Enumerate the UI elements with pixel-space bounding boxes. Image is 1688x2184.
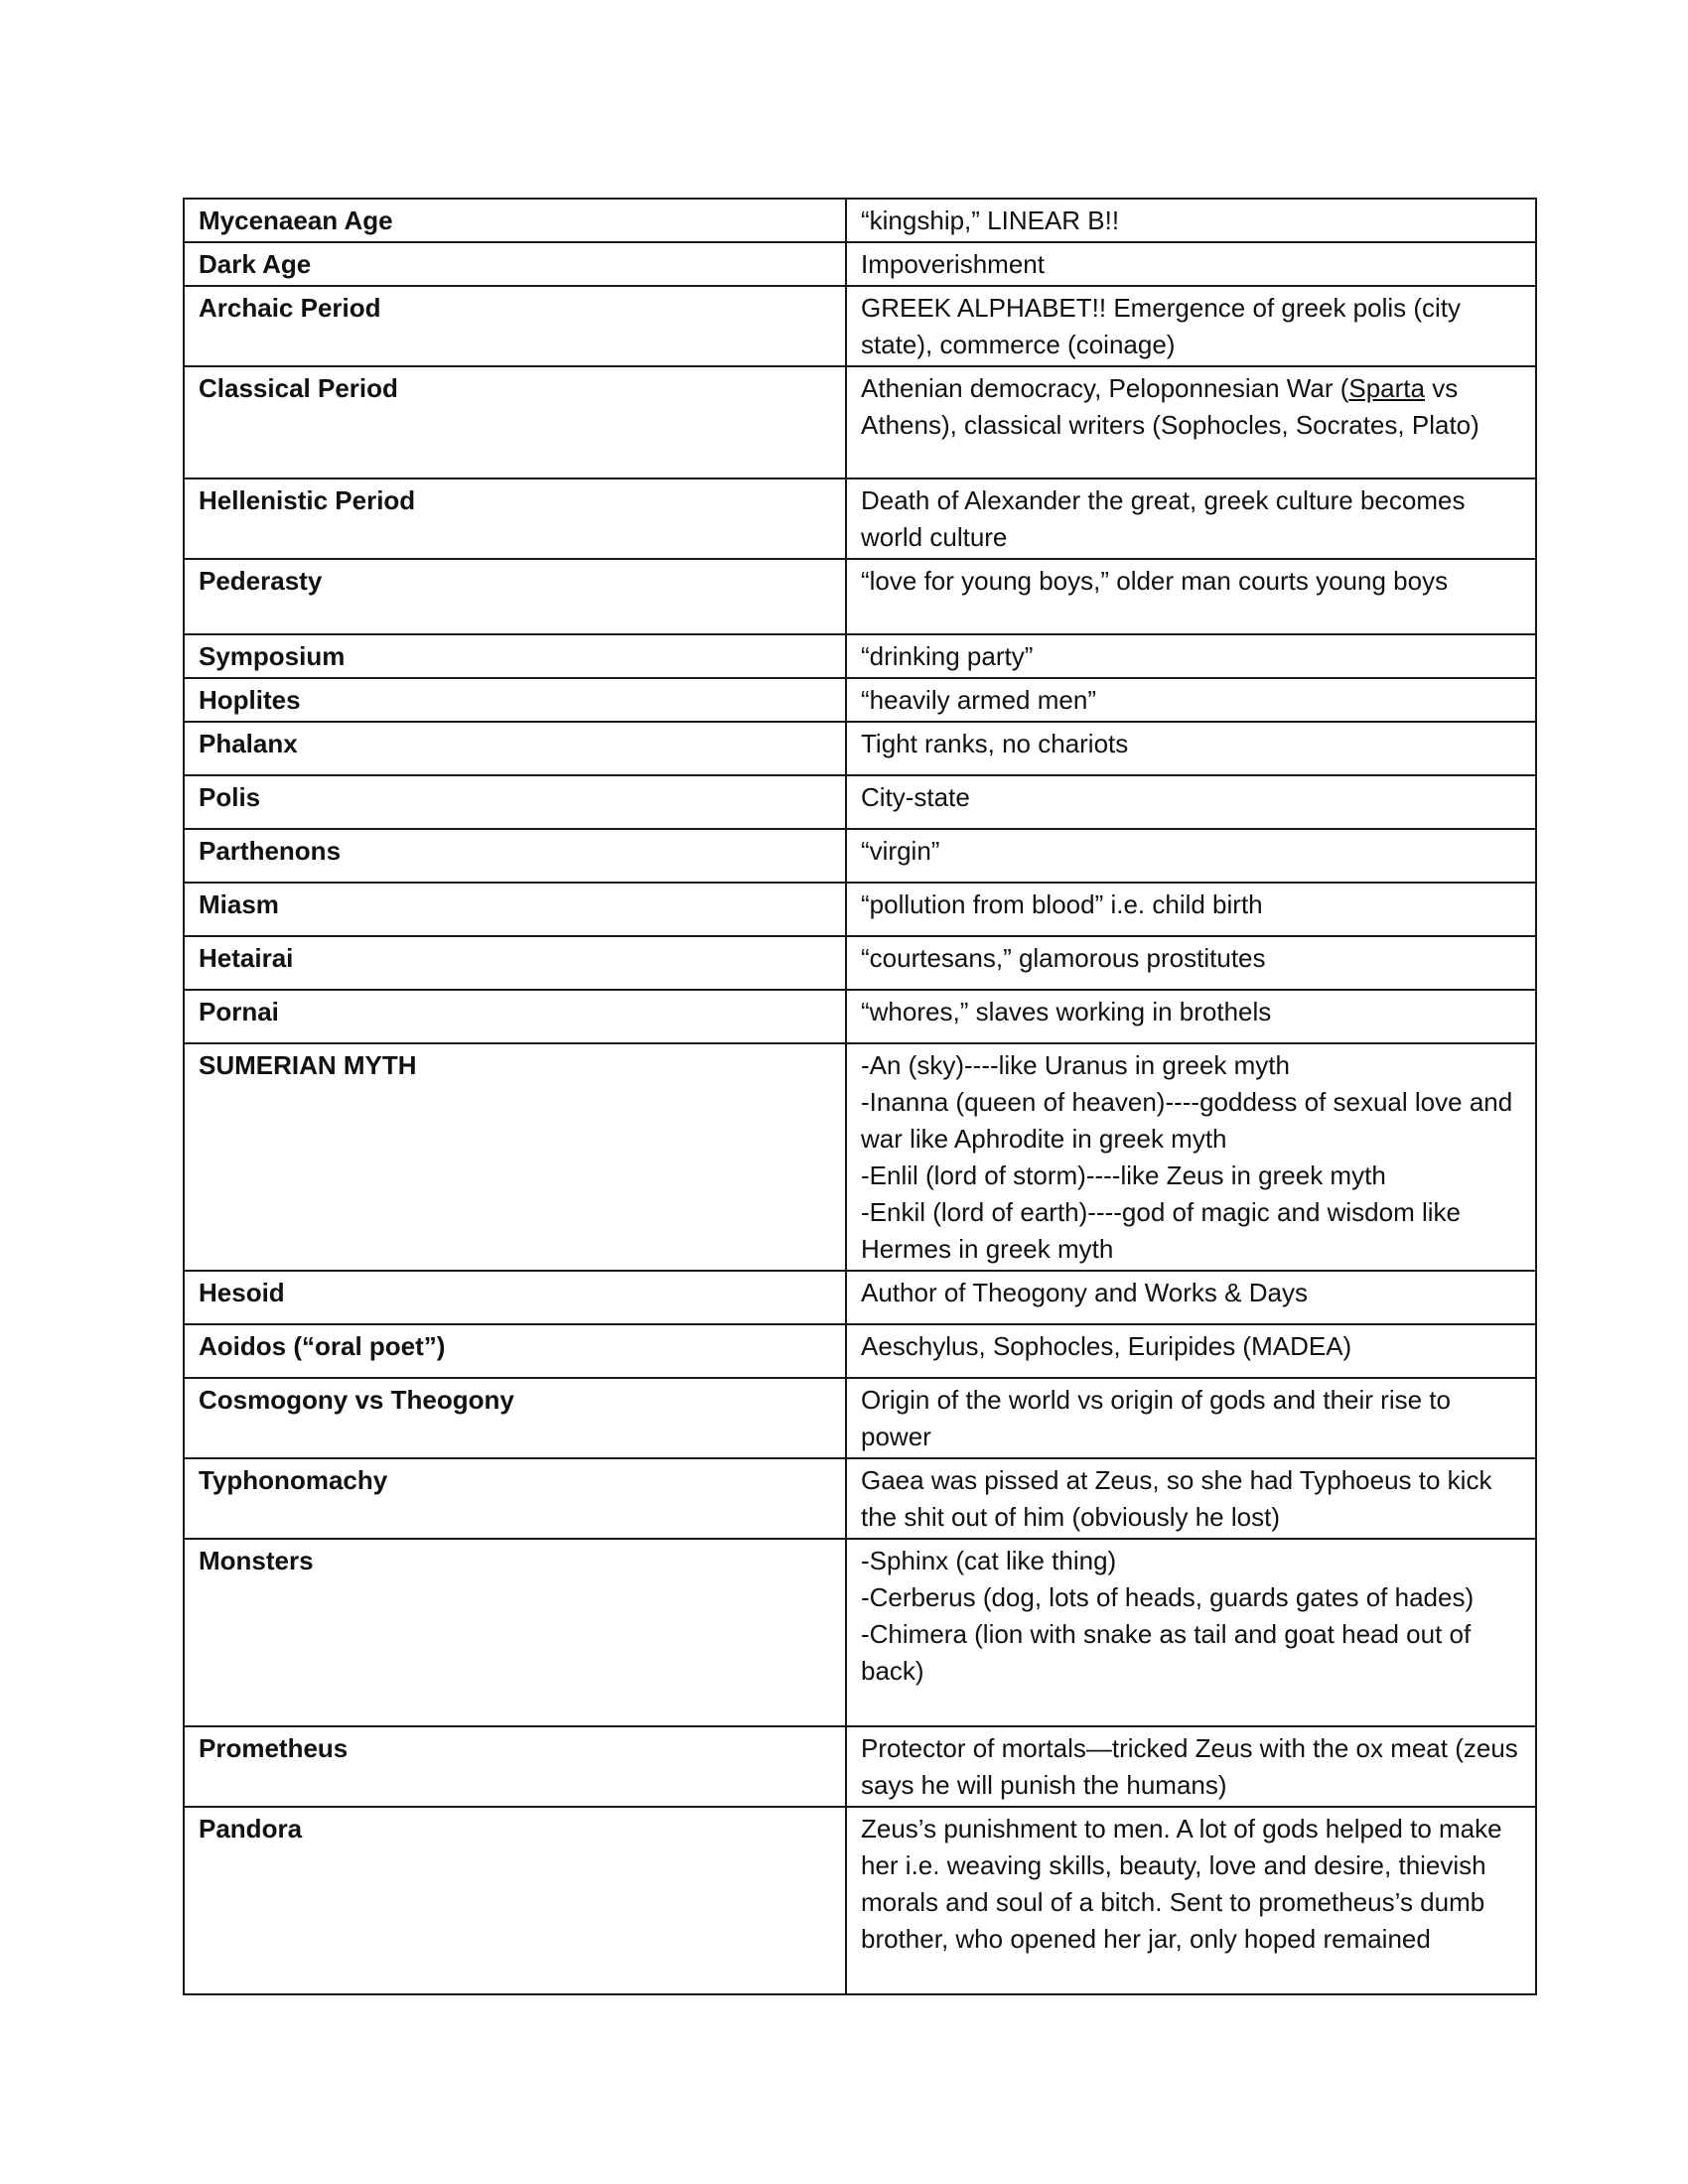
glossary-table bbox=[183, 198, 1537, 1995]
table-row bbox=[184, 1726, 1536, 1807]
definition-cell bbox=[846, 1539, 1536, 1726]
term-cell: Parthenons bbox=[184, 829, 846, 883]
table-row bbox=[184, 1271, 1536, 1324]
definition-line: -Sphinx (cat like thing) bbox=[861, 1546, 1117, 1575]
definition-line: -Enlil (lord of storm)----like Zeus in greek myth bbox=[861, 1160, 1386, 1190]
definition-cell bbox=[846, 1043, 1536, 1271]
table-row bbox=[184, 1043, 1536, 1271]
term-cell: Symposium bbox=[184, 634, 846, 678]
definition-cell bbox=[846, 478, 1536, 559]
definition-line: Aeschylus, Sophocles, Euripides (MADEA) bbox=[861, 1331, 1352, 1361]
definition-cell bbox=[846, 775, 1536, 829]
definition-line: -An (sky)----like Uranus in greek myth bbox=[861, 1050, 1290, 1080]
table-row bbox=[184, 936, 1536, 990]
table-row bbox=[184, 722, 1536, 775]
definition-line: “drinking party” bbox=[861, 641, 1034, 671]
table-row bbox=[184, 242, 1536, 286]
term-cell: Classical Period bbox=[184, 366, 846, 478]
definition-cell bbox=[846, 883, 1536, 936]
table-row bbox=[184, 1807, 1536, 1994]
definition-cell bbox=[846, 286, 1536, 366]
definition-text: Athenian democracy, Peloponnesian War ( bbox=[861, 373, 1349, 403]
table-row bbox=[184, 199, 1536, 242]
term-cell: Typhonomachy bbox=[184, 1458, 846, 1539]
definition-line: “courtesans,” glamorous prostitutes bbox=[861, 943, 1266, 973]
term-cell: Cosmogony vs Theogony bbox=[184, 1378, 846, 1458]
term-cell: Hetairai bbox=[184, 936, 846, 990]
term-cell: Phalanx bbox=[184, 722, 846, 775]
term-cell: Monsters bbox=[184, 1539, 846, 1726]
definition-line: Tight ranks, no chariots bbox=[861, 729, 1129, 758]
definition-cell bbox=[846, 634, 1536, 678]
definition-line: “kingship,” LINEAR B!! bbox=[861, 205, 1120, 235]
definition-line: City-state bbox=[861, 782, 970, 812]
definition-cell bbox=[846, 678, 1536, 722]
term-cell: Pandora bbox=[184, 1807, 846, 1994]
term-cell: Miasm bbox=[184, 883, 846, 936]
definition-cell bbox=[846, 199, 1536, 242]
definition-line: Origin of the world vs origin of gods and their rise to power bbox=[861, 1385, 1451, 1451]
definition-line: -Inanna (queen of heaven)----goddess of sexual love and war like Aphrodite in greek myth bbox=[861, 1087, 1513, 1154]
definition-cell bbox=[846, 1726, 1536, 1807]
definition-cell bbox=[846, 559, 1536, 634]
definition-line: GREEK ALPHABET!! Emergence of greek polis (city state), commerce (coinage) bbox=[861, 293, 1462, 359]
table-row bbox=[184, 1458, 1536, 1539]
definition-cell bbox=[846, 1324, 1536, 1378]
term-cell: Hesoid bbox=[184, 1271, 846, 1324]
term-cell: Prometheus bbox=[184, 1726, 846, 1807]
definition-line: -Enkil (lord of earth)----god of magic and wisdom like Hermes in greek myth bbox=[861, 1197, 1461, 1264]
definition-cell bbox=[846, 936, 1536, 990]
table-row bbox=[184, 883, 1536, 936]
table-row bbox=[184, 478, 1536, 559]
definition-cell bbox=[846, 366, 1536, 478]
table-row bbox=[184, 634, 1536, 678]
definition-cell bbox=[846, 829, 1536, 883]
table-row bbox=[184, 990, 1536, 1043]
definition-line: -Cerberus (dog, lots of heads, guards gates of hades) bbox=[861, 1582, 1475, 1612]
term-cell: Pornai bbox=[184, 990, 846, 1043]
definition-line: “virgin” bbox=[861, 836, 940, 866]
table-row bbox=[184, 1324, 1536, 1378]
term-cell: Archaic Period bbox=[184, 286, 846, 366]
term-cell: Polis bbox=[184, 775, 846, 829]
term-cell: SUMERIAN MYTH bbox=[184, 1043, 846, 1271]
definition-cell bbox=[846, 1271, 1536, 1324]
definition-line: Author of Theogony and Works & Days bbox=[861, 1278, 1308, 1307]
definition-cell bbox=[846, 722, 1536, 775]
underlined-term: Sparta bbox=[1348, 373, 1425, 403]
term-cell: Dark Age bbox=[184, 242, 846, 286]
definition-text: vs Athens), classical writers (Sophocles, Socrates, Plato) bbox=[861, 373, 1479, 440]
term-cell: Hoplites bbox=[184, 678, 846, 722]
table-row bbox=[184, 286, 1536, 366]
table-row bbox=[184, 1539, 1536, 1726]
definition-cell bbox=[846, 1807, 1536, 1994]
definition-line: “love for young boys,” older man courts young boys bbox=[861, 566, 1449, 596]
definition-line: Protector of mortals—tricked Zeus with the ox meat (zeus says he will punish the humans) bbox=[861, 1733, 1518, 1800]
table-row bbox=[184, 559, 1536, 634]
definition-line: “pollution from blood” i.e. child birth bbox=[861, 889, 1263, 919]
definition-line: “whores,” slaves working in brothels bbox=[861, 997, 1272, 1026]
definition-line: “heavily armed men” bbox=[861, 685, 1096, 715]
definition-line: Gaea was pissed at Zeus, so she had Typhoeus to kick the shit out of him (obviously he lost) bbox=[861, 1465, 1492, 1532]
definition-cell bbox=[846, 1458, 1536, 1539]
table-row bbox=[184, 1378, 1536, 1458]
definition-cell bbox=[846, 1378, 1536, 1458]
definition-line: Zeus’s punishment to men. A lot of gods helped to make her i.e. weaving skills, beauty, love and desire, thievish morals and soul of a bitch. Sent to prometheus’s dumb brother, who opened her jar, only hoped remained bbox=[861, 1814, 1502, 1954]
definition-line: -Chimera (lion with snake as tail and goat head out of back) bbox=[861, 1619, 1472, 1686]
term-cell: Mycenaean Age bbox=[184, 199, 846, 242]
definition-cell bbox=[846, 990, 1536, 1043]
definition-line: Death of Alexander the great, greek culture becomes world culture bbox=[861, 485, 1466, 552]
term-cell: Aoidos (“oral poet”) bbox=[184, 1324, 846, 1378]
term-cell: Hellenistic Period bbox=[184, 478, 846, 559]
table-row bbox=[184, 678, 1536, 722]
table-row bbox=[184, 829, 1536, 883]
document-page bbox=[183, 198, 1518, 1995]
definition-cell bbox=[846, 242, 1536, 286]
table-row bbox=[184, 366, 1536, 478]
term-cell: Pederasty bbox=[184, 559, 846, 634]
table-row bbox=[184, 775, 1536, 829]
definition-line: Impoverishment bbox=[861, 249, 1045, 279]
